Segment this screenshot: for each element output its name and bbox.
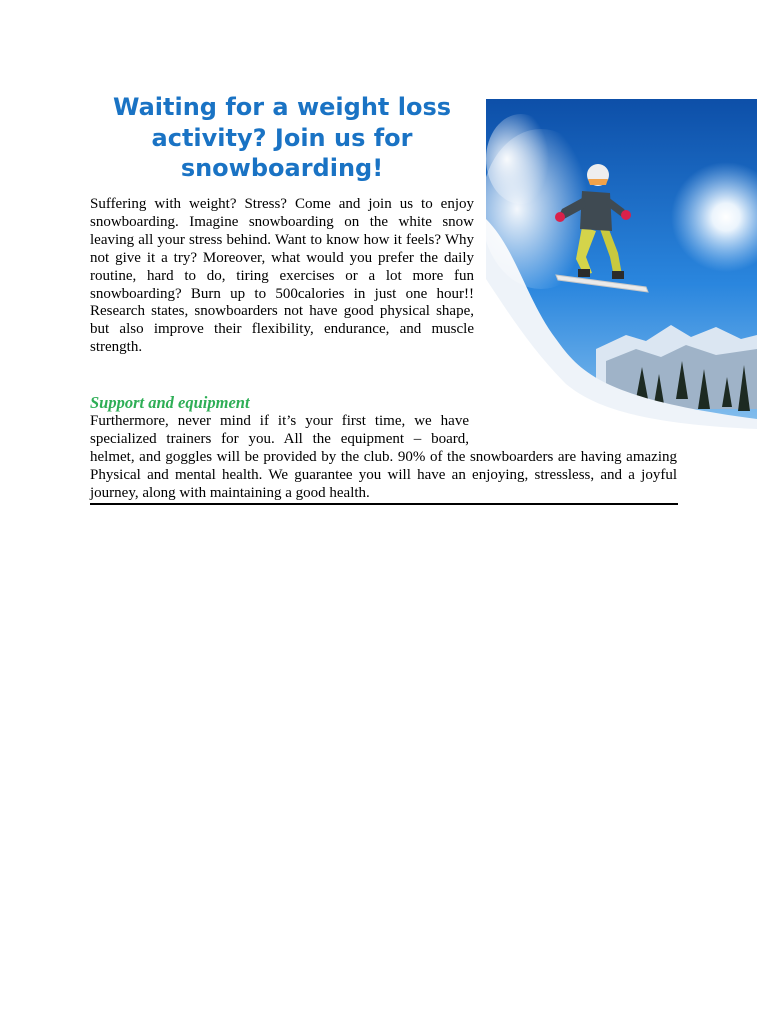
intro-paragraph: Suffering with weight? Stress? Come and join us to enjoy snowboarding. Imagine snowboarding on the white snow leaving all your stress behind. Want to know how it feels? Why not give it a try? Moreover, what would you prefer the daily routine, hard to do, tiring exercises or a lot more fun snowboarding? Burn up to 500calories in just one hour!! Research states, snowboarders not have good physical shape, but also improve their flexibility, endurance, and muscle strength. (90, 196, 474, 356)
image-wrap-spacer (469, 413, 677, 448)
snowboarder-photo (486, 99, 757, 436)
horizontal-rule (90, 503, 678, 505)
section-paragraph-text: Furthermore, never mind if it’s your first time, we have specialized trainers for you. All the equipment – board, helmet, and goggles will be provided by the club. 90% of the snowboarders are having amazing Physical and mental health. We guarantee you will have an enjoying, stressless, and a joyful journey, along with maintaining a good health. (90, 413, 677, 501)
section-paragraph (90, 413, 677, 503)
section-heading: Support and equipment (90, 393, 250, 412)
page-title: Waiting for a weight loss activity? Join us for snowboarding! (112, 93, 452, 182)
